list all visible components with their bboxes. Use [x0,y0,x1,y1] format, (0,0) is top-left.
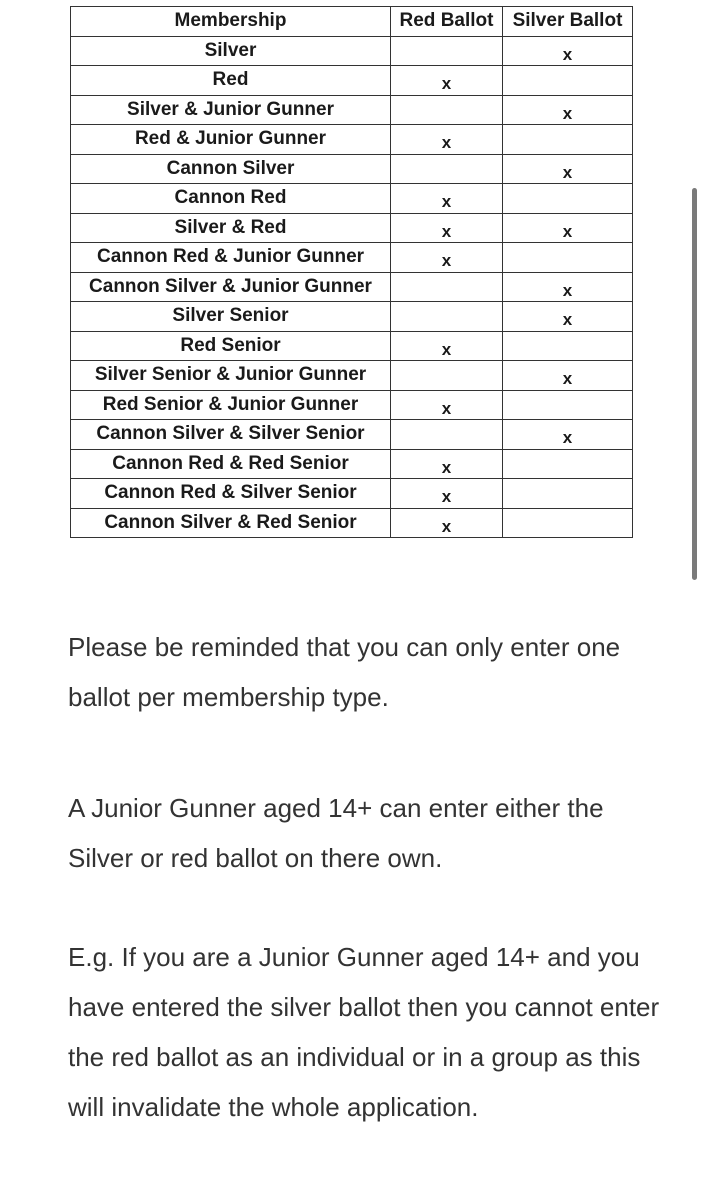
red-ballot-mark: x [441,398,452,418]
silver-ballot-mark: x [562,428,573,448]
table-row [71,184,633,214]
membership-cell: Silver Senior & Junior Gunner [71,361,391,391]
silver-ballot-cell [503,390,633,420]
red-ballot-cell [391,36,503,66]
red-ballot-cell [391,302,503,332]
membership-cell: Cannon Silver & Silver Senior [71,420,391,450]
membership-cell: Red & Junior Gunner [71,125,391,155]
red-ballot-cell [391,420,503,450]
red-ballot-mark: x [441,516,452,536]
silver-ballot-cell [503,95,633,125]
table-row [71,36,633,66]
silver-ballot-cell [503,243,633,273]
red-ballot-cell [391,125,503,155]
silver-ballot-mark: x [562,310,573,330]
table-row [71,479,633,509]
red-ballot-mark: x [441,487,452,507]
red-ballot-mark: x [441,221,452,241]
membership-cell: Cannon Red [71,184,391,214]
table-row [71,508,633,538]
table-row [71,390,633,420]
table-header-row [71,7,633,37]
red-ballot-cell [391,272,503,302]
table-row [71,361,633,391]
red-ballot-mark: x [441,457,452,477]
table-row [71,302,633,332]
silver-ballot-cell [503,272,633,302]
silver-ballot-cell [503,154,633,184]
red-ballot-mark: x [441,74,452,94]
membership-ballot-table [70,6,633,538]
silver-ballot-cell [503,449,633,479]
column-header-red-ballot: Red Ballot [391,7,503,37]
red-ballot-cell [391,213,503,243]
red-ballot-cell [391,154,503,184]
table-row [71,243,633,273]
scrollbar-thumb[interactable] [692,188,697,580]
paragraph-junior-gunner-rule: A Junior Gunner aged 14+ can enter either the Silver or red ballot on there own. [68,793,604,873]
membership-cell: Red Senior [71,331,391,361]
red-ballot-mark: x [441,251,452,271]
red-ballot-cell [391,184,503,214]
table-row [71,331,633,361]
table-row [71,125,633,155]
silver-ballot-cell [503,36,633,66]
silver-ballot-cell [503,361,633,391]
membership-cell: Cannon Red & Red Senior [71,449,391,479]
paragraph-one-ballot-reminder: Please be reminded that you can only enter one ballot per membership type. [68,632,621,712]
silver-ballot-cell [503,184,633,214]
table-row [71,272,633,302]
membership-cell: Silver [71,36,391,66]
column-header-silver-ballot: Silver Ballot [503,7,633,37]
membership-cell: Red [71,66,391,96]
red-ballot-mark: x [441,133,452,153]
silver-ballot-cell [503,331,633,361]
table-row [71,213,633,243]
silver-ballot-mark: x [562,280,573,300]
table-row [71,66,633,96]
membership-cell: Red Senior & Junior Gunner [71,390,391,420]
red-ballot-mark: x [441,339,452,359]
silver-ballot-cell [503,479,633,509]
table-row [71,95,633,125]
silver-ballot-mark: x [562,103,573,123]
red-ballot-cell [391,361,503,391]
membership-cell: Silver & Junior Gunner [71,95,391,125]
silver-ballot-mark: x [562,221,573,241]
membership-cell: Cannon Silver & Red Senior [71,508,391,538]
silver-ballot-cell [503,213,633,243]
red-ballot-cell [391,508,503,538]
table-row [71,154,633,184]
membership-cell: Silver Senior [71,302,391,332]
table-row [71,420,633,450]
membership-cell: Silver & Red [71,213,391,243]
membership-cell: Cannon Red & Junior Gunner [71,243,391,273]
membership-cell: Cannon Silver [71,154,391,184]
silver-ballot-cell [503,420,633,450]
silver-ballot-cell [503,508,633,538]
silver-ballot-cell [503,302,633,332]
red-ballot-cell [391,390,503,420]
silver-ballot-mark: x [562,369,573,389]
red-ballot-cell [391,95,503,125]
column-header-membership: Membership [71,7,391,37]
table-row [71,449,633,479]
red-ballot-cell [391,449,503,479]
red-ballot-cell [391,243,503,273]
silver-ballot-mark: x [562,44,573,64]
paragraph-example: E.g. If you are a Junior Gunner aged 14+ and you have entered the silver ballot then you cannot enter the red ballot as an individual or in a group as this will invalidate the whole application. [68,942,660,1122]
red-ballot-cell [391,66,503,96]
membership-cell: Cannon Silver & Junior Gunner [71,272,391,302]
silver-ballot-cell [503,66,633,96]
silver-ballot-cell [503,125,633,155]
silver-ballot-mark: x [562,162,573,182]
red-ballot-mark: x [441,192,452,212]
red-ballot-cell [391,479,503,509]
red-ballot-cell [391,331,503,361]
membership-cell: Cannon Red & Silver Senior [71,479,391,509]
